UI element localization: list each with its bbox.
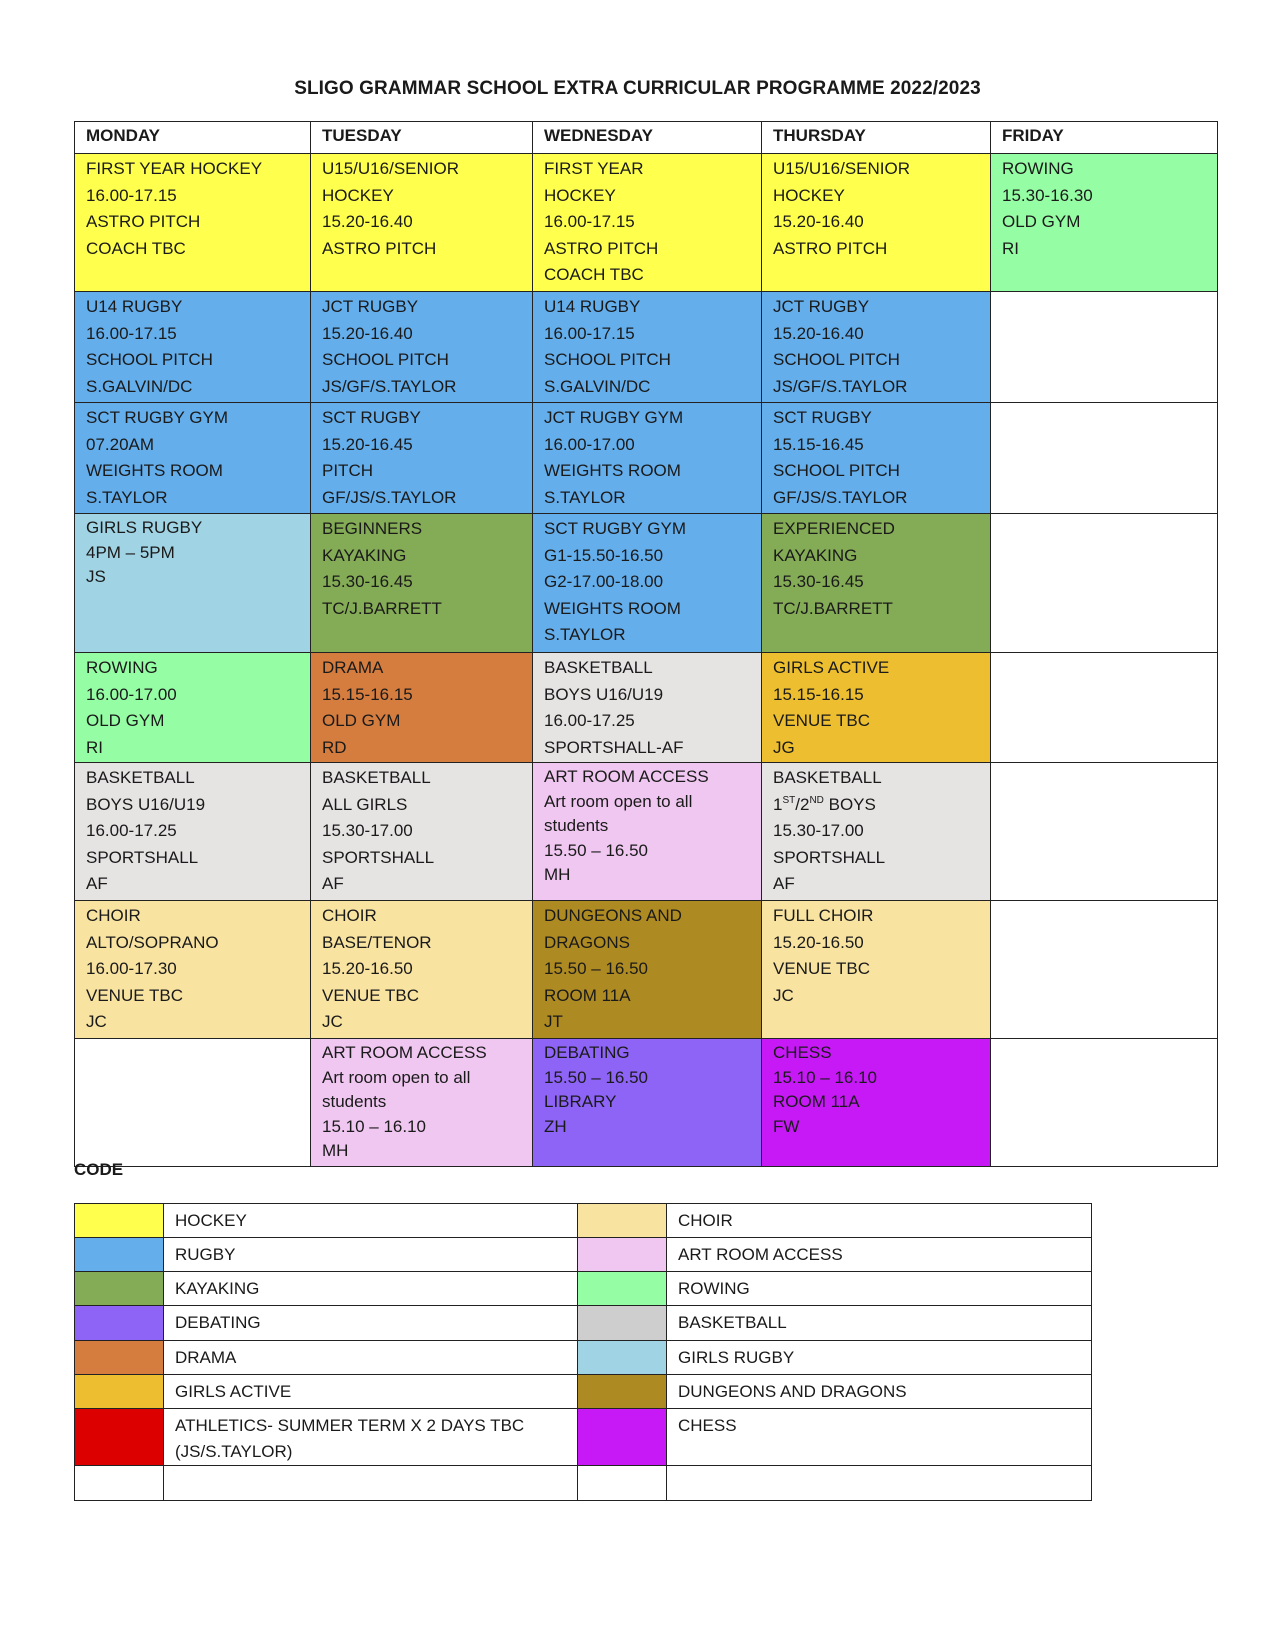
activity-line: GIRLS ACTIVE xyxy=(773,658,890,677)
activity-line: 15.30-17.00 xyxy=(322,821,413,840)
activity-line: 15.15-16.15 xyxy=(322,684,413,704)
schedule-row xyxy=(75,1039,1218,1167)
legend-label: HOCKEY xyxy=(164,1204,578,1238)
activity-line: ROOM 11A xyxy=(773,1092,860,1111)
legend-swatch xyxy=(578,1306,667,1341)
legend-row xyxy=(75,1409,1092,1466)
activity-line: students xyxy=(544,816,609,835)
activity-cell-thursday xyxy=(762,653,991,763)
legend-label xyxy=(164,1466,578,1501)
activity-line: WEIGHTS ROOM xyxy=(544,461,681,480)
activity-line: G2-17.00-18.00 xyxy=(544,572,664,591)
activity-line: HOCKEY xyxy=(322,185,394,205)
activity-line: VENUE TBC xyxy=(773,711,870,730)
activity-line: BASKETBALL xyxy=(544,658,653,677)
activity-line: 16.00-17.25 xyxy=(544,711,635,730)
activity-line: OLD GYM xyxy=(1002,212,1081,231)
activity-cell-wednesday xyxy=(533,901,762,1039)
activity-line: BOYS U16/U19 xyxy=(86,794,206,814)
activity-line: 15.20-16.40 xyxy=(773,212,864,231)
activity-line: FULL CHOIR xyxy=(773,906,874,925)
activity-line: ZH xyxy=(544,1116,567,1136)
page-title: SLIGO GRAMMAR SCHOOL EXTRA CURRICULAR PROGRAMME 2022/2023 xyxy=(294,78,981,99)
legend-label: KAYAKING xyxy=(164,1272,578,1306)
legend-swatch xyxy=(75,1306,164,1341)
activity-line: WEIGHTS ROOM xyxy=(544,598,681,618)
schedule-row xyxy=(75,154,1218,292)
activity-cell-wednesday xyxy=(533,653,762,763)
activity-line: U15/U16/SENIOR xyxy=(322,159,459,178)
activity-line: AF xyxy=(86,874,108,893)
activity-line: 15.20-16.45 xyxy=(322,434,413,454)
activity-line: ART ROOM ACCESS xyxy=(322,1043,487,1062)
legend-row xyxy=(75,1238,1092,1272)
legend-swatch xyxy=(578,1341,667,1375)
activity-line: KAYAKING xyxy=(773,545,858,565)
activity-cell-thursday xyxy=(762,403,991,514)
activity-cell-tuesday xyxy=(311,1039,533,1167)
activity-line: DRAMA xyxy=(322,658,384,677)
activity-cell-monday xyxy=(75,901,311,1039)
legend-swatch xyxy=(578,1238,667,1272)
activity-line: ROWING xyxy=(1002,159,1074,178)
activity-cell-wednesday xyxy=(533,763,762,901)
activity-line: BASKETBALL xyxy=(773,768,882,787)
activity-line: S.GALVIN/DC xyxy=(86,376,193,396)
day-header-thursday: THURSDAY xyxy=(762,122,991,154)
activity-line: ASTRO PITCH xyxy=(86,212,201,231)
legend-label: ROWING xyxy=(667,1272,1092,1306)
legend-swatch xyxy=(75,1375,164,1409)
activity-cell-friday xyxy=(991,403,1218,514)
activity-cell-friday xyxy=(991,292,1218,403)
activity-line: JCT RUGBY xyxy=(322,297,419,316)
activity-line: EXPERIENCED xyxy=(773,519,895,538)
activity-line: JC xyxy=(773,985,794,1005)
activity-cell-tuesday xyxy=(311,653,533,763)
activity-line: HOCKEY xyxy=(773,185,845,205)
activity-line: 15.10 – 16.10 xyxy=(773,1067,877,1087)
legend-row xyxy=(75,1341,1092,1375)
activity-line: SCHOOL PITCH xyxy=(322,350,449,369)
activity-line: SPORTSHALL xyxy=(86,847,199,867)
activity-line: 4PM – 5PM xyxy=(86,542,175,562)
activity-line: FW xyxy=(773,1116,800,1136)
activity-line: SPORTSHALL xyxy=(773,847,886,867)
legend-swatch xyxy=(75,1204,164,1238)
activity-line: Art room open to all xyxy=(544,791,693,811)
legend-label: CHESS xyxy=(667,1409,1092,1466)
activity-line: RI xyxy=(1002,238,1019,258)
activity-cell-thursday xyxy=(762,1039,991,1167)
activity-cell-tuesday xyxy=(311,154,533,292)
legend-label: GIRLS ACTIVE xyxy=(164,1375,578,1409)
activity-line: SCT RUGBY GYM xyxy=(544,519,687,538)
activity-line: KAYAKING xyxy=(322,545,407,565)
day-header-monday: MONDAY xyxy=(75,122,311,154)
activity-line: JS/GF/S.TAYLOR xyxy=(773,376,908,396)
legend-label: DEBATING xyxy=(164,1306,578,1341)
activity-line: S.TAYLOR xyxy=(86,487,168,507)
activity-line: SPORTSHALL-AF xyxy=(544,737,684,757)
schedule-header-row xyxy=(75,122,1218,154)
activity-cell-tuesday xyxy=(311,901,533,1039)
activity-cell-monday xyxy=(75,1039,311,1167)
activity-line: JS/GF/S.TAYLOR xyxy=(322,376,457,396)
activity-cell-friday xyxy=(991,154,1218,292)
activity-cell-friday xyxy=(991,653,1218,763)
activity-line: 15.20-16.50 xyxy=(773,932,864,952)
activity-line: GF/JS/S.TAYLOR xyxy=(322,487,457,507)
activity-line: AF xyxy=(322,874,344,893)
legend-label: RUGBY xyxy=(164,1238,578,1272)
activity-line: RD xyxy=(322,737,347,757)
activity-line: COACH TBC xyxy=(86,238,186,258)
activity-cell-tuesday xyxy=(311,403,533,514)
activity-line: ASTRO PITCH xyxy=(773,238,888,258)
activity-line: U14 RUGBY xyxy=(544,297,641,316)
activity-line: COACH TBC xyxy=(544,265,644,284)
activity-cell-thursday xyxy=(762,901,991,1039)
activity-line: 07.20AM xyxy=(86,434,155,454)
activity-line: RI xyxy=(86,737,103,757)
activity-cell-tuesday xyxy=(311,292,533,403)
activity-cell-wednesday xyxy=(533,514,762,653)
day-header-tuesday: TUESDAY xyxy=(311,122,533,154)
activity-line: ASTRO PITCH xyxy=(322,238,437,258)
activity-cell-thursday xyxy=(762,514,991,653)
activity-cell-monday xyxy=(75,154,311,292)
activity-line: ALTO/SOPRANO xyxy=(86,932,219,952)
activity-cell-friday xyxy=(991,1039,1218,1167)
activity-line: 16.00-17.25 xyxy=(86,821,177,840)
activity-line: 16.00-17.30 xyxy=(86,959,177,978)
legend-row xyxy=(75,1466,1092,1501)
activity-line: SCT RUGBY xyxy=(322,408,421,427)
activity-line: JC xyxy=(86,1012,107,1031)
activity-line: 15.15-16.45 xyxy=(773,434,864,454)
legend-swatch xyxy=(75,1466,164,1501)
activity-line: DUNGEONS AND xyxy=(544,906,682,925)
activity-line: JCT RUGBY GYM xyxy=(544,408,684,427)
activity-line: BOYS U16/U19 xyxy=(544,684,664,704)
activity-line: SPORTSHALL xyxy=(322,847,435,867)
activity-line: CHESS xyxy=(773,1043,832,1062)
activity-cell-monday xyxy=(75,292,311,403)
activity-line: 16.00-17.15 xyxy=(544,212,635,231)
activity-line: 15.20-16.40 xyxy=(322,212,413,231)
activity-cell-tuesday xyxy=(311,763,533,901)
legend-label: BASKETBALL xyxy=(667,1306,1092,1341)
activity-line: U14 RUGBY xyxy=(86,297,183,316)
activity-line: SCHOOL PITCH xyxy=(773,461,900,480)
legend-label: GIRLS RUGBY xyxy=(667,1341,1092,1375)
activity-line: 15.10 – 16.10 xyxy=(322,1116,426,1136)
activity-line: 16.00-17.15 xyxy=(86,323,177,343)
activity-line: 15.15-16.15 xyxy=(773,684,864,704)
activity-cell-monday xyxy=(75,403,311,514)
activity-line: S.TAYLOR xyxy=(544,625,626,644)
legend-row xyxy=(75,1306,1092,1341)
activity-cell-tuesday xyxy=(311,514,533,653)
activity-line: SCT RUGBY xyxy=(773,408,872,427)
activity-line: 16.00-17.15 xyxy=(544,323,635,343)
activity-line: FIRST YEAR xyxy=(544,159,644,178)
activity-line: JG xyxy=(773,737,795,757)
legend-label: CHOIR xyxy=(667,1204,1092,1238)
activity-line: BASKETBALL xyxy=(86,768,195,787)
schedule-row xyxy=(75,292,1218,403)
activity-line: JS xyxy=(86,567,106,586)
activity-line: MH xyxy=(544,865,571,884)
activity-line: JCT RUGBY xyxy=(773,297,870,316)
activity-line: 15.20-16.40 xyxy=(773,323,864,343)
activity-cell-friday xyxy=(991,763,1218,901)
activity-line: 16.00-17.00 xyxy=(86,684,177,704)
schedule-row xyxy=(75,763,1218,901)
legend-swatch xyxy=(75,1409,164,1466)
legend-swatch xyxy=(578,1375,667,1409)
schedule-row xyxy=(75,514,1218,653)
activity-line: 15.50 – 16.50 xyxy=(544,840,648,860)
activity-line: 15.50 – 16.50 xyxy=(544,1067,648,1087)
activity-line: U15/U16/SENIOR xyxy=(773,159,910,178)
activity-line: ROWING xyxy=(86,658,158,677)
activity-cell-wednesday xyxy=(533,154,762,292)
activity-cell-friday xyxy=(991,901,1218,1039)
activity-line: 15.30-16.45 xyxy=(773,572,864,591)
activity-line: SCHOOL PITCH xyxy=(773,350,900,369)
activity-line: SCHOOL PITCH xyxy=(86,350,213,369)
activity-line: DEBATING xyxy=(544,1043,630,1062)
activity-line: LIBRARY xyxy=(544,1092,617,1111)
activity-line: OLD GYM xyxy=(86,711,165,730)
legend-label xyxy=(667,1466,1092,1501)
legend-label: DRAMA xyxy=(164,1341,578,1375)
activity-line: ART ROOM ACCESS xyxy=(544,767,709,786)
activity-line: 15.30-16.45 xyxy=(322,572,413,591)
activity-line: SCT RUGBY GYM xyxy=(86,408,229,427)
activity-line: MH xyxy=(322,1141,349,1160)
activity-cell-thursday xyxy=(762,763,991,901)
activity-cell-monday xyxy=(75,653,311,763)
legend-label: ATHLETICS- SUMMER TERM X 2 DAYS TBC (JS/S.TAYLOR) xyxy=(164,1409,578,1466)
legend-swatch xyxy=(578,1409,667,1466)
activity-line: CHOIR xyxy=(322,906,377,925)
activity-cell-thursday xyxy=(762,154,991,292)
schedule-row xyxy=(75,403,1218,514)
activity-line: VENUE TBC xyxy=(322,985,419,1005)
activity-line: VENUE TBC xyxy=(86,985,183,1005)
activity-line: 1ST/2ND BOYS xyxy=(773,794,876,814)
activity-cell-wednesday xyxy=(533,1039,762,1167)
activity-line: Art room open to all xyxy=(322,1067,471,1087)
activity-line: GF/JS/S.TAYLOR xyxy=(773,487,908,507)
activity-line: TC/J.BARRETT xyxy=(773,598,893,618)
activity-line: BASE/TENOR xyxy=(322,932,432,952)
activity-line: HOCKEY xyxy=(544,185,616,205)
legend-swatch xyxy=(578,1204,667,1238)
activity-line: ALL GIRLS xyxy=(322,794,408,814)
legend-row xyxy=(75,1375,1092,1409)
legend-table xyxy=(74,1203,1092,1501)
activity-line: 15.50 – 16.50 xyxy=(544,959,648,978)
code-label: CODE xyxy=(74,1160,124,1179)
day-header-friday: FRIDAY xyxy=(991,122,1218,154)
activity-line: WEIGHTS ROOM xyxy=(86,461,223,480)
activity-line: TC/J.BARRETT xyxy=(322,598,442,618)
activity-line: S.TAYLOR xyxy=(544,487,626,507)
activity-line: GIRLS RUGBY xyxy=(86,518,203,537)
legend-row xyxy=(75,1272,1092,1306)
legend-swatch xyxy=(578,1272,667,1306)
activity-line: ROOM 11A xyxy=(544,985,631,1005)
activity-line: JT xyxy=(544,1012,563,1031)
activity-line: FIRST YEAR HOCKEY xyxy=(86,159,263,178)
activity-line: ASTRO PITCH xyxy=(544,238,659,258)
activity-cell-wednesday xyxy=(533,403,762,514)
schedule-table xyxy=(74,121,1218,1167)
legend-row xyxy=(75,1204,1092,1238)
activity-line: 15.20-16.40 xyxy=(322,323,413,343)
activity-cell-friday xyxy=(991,514,1218,653)
activity-cell-thursday xyxy=(762,292,991,403)
legend-label: DUNGEONS AND DRAGONS xyxy=(667,1375,1092,1409)
activity-cell-monday xyxy=(75,514,311,653)
activity-line: 15.20-16.50 xyxy=(322,959,413,978)
schedule-row xyxy=(75,901,1218,1039)
activity-line: G1-15.50-16.50 xyxy=(544,545,664,565)
activity-line: DRAGONS xyxy=(544,932,630,952)
activity-line: 15.30-16.30 xyxy=(1002,185,1093,205)
legend-swatch xyxy=(75,1238,164,1272)
activity-line: BASKETBALL xyxy=(322,768,431,787)
activity-line: S.GALVIN/DC xyxy=(544,376,651,396)
activity-cell-monday xyxy=(75,763,311,901)
schedule-row xyxy=(75,653,1218,763)
legend-label: ART ROOM ACCESS xyxy=(667,1238,1092,1272)
activity-line: 16.00-17.15 xyxy=(86,185,177,205)
legend-swatch xyxy=(75,1272,164,1306)
legend-swatch xyxy=(578,1466,667,1501)
activity-line: PITCH xyxy=(322,461,373,480)
activity-line: BEGINNERS xyxy=(322,519,423,538)
activity-line: OLD GYM xyxy=(322,711,401,730)
day-header-wednesday: WEDNESDAY xyxy=(533,122,762,154)
activity-line: VENUE TBC xyxy=(773,959,870,978)
activity-line: CHOIR xyxy=(86,906,141,925)
legend-swatch xyxy=(75,1341,164,1375)
activity-line: SCHOOL PITCH xyxy=(544,350,671,369)
activity-line: AF xyxy=(773,874,795,893)
activity-line: students xyxy=(322,1092,387,1111)
activity-cell-wednesday xyxy=(533,292,762,403)
activity-line: 16.00-17.00 xyxy=(544,434,635,454)
activity-line: 15.30-17.00 xyxy=(773,821,864,840)
activity-line: JC xyxy=(322,1012,343,1031)
